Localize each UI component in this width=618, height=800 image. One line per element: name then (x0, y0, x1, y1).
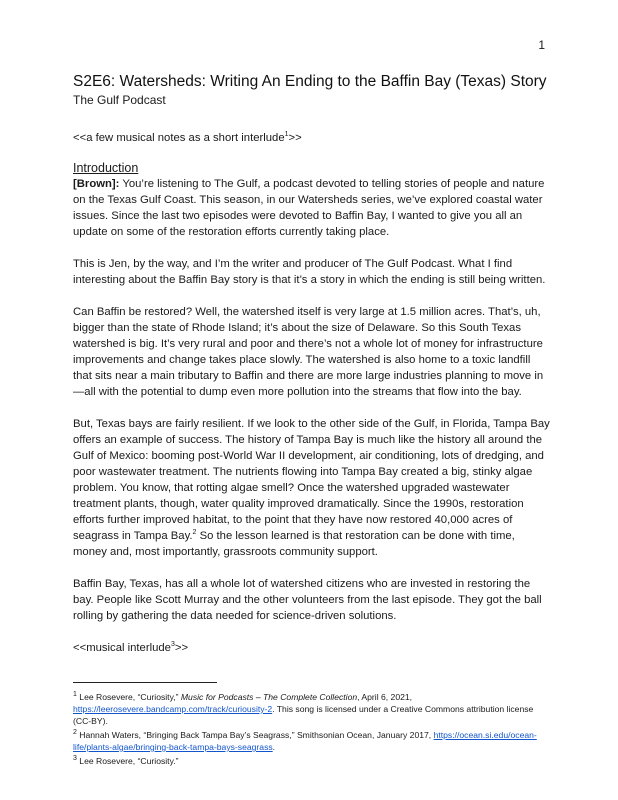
paragraph-1-text: You’re listening to The Gulf, a podcast devoted to telling stories of people and nature on the Texas Gulf Coast. This season, in our Watersheds series, we’ve explored coastal water issues. Since the last two episodes were devoted to Baffin Bay, I wanted to give you all an update on some of the restoration efforts currently taking place. (73, 178, 545, 238)
interlude-close: >> (288, 132, 302, 144)
paragraph-4 (73, 416, 551, 560)
footnote-3 (73, 755, 551, 767)
footnote-text: Lee Rosevere, “Curiosity,” (76, 692, 181, 702)
footnote-number: 2 (73, 729, 77, 737)
footnote-link-1[interactable]: https://leerosevere.bandcamp.com/track/curiousity-2 (73, 704, 273, 714)
speaker-label: [Brown]: (73, 178, 120, 190)
footnote-text: , April 6, 2021, (357, 692, 413, 702)
footnote-2 (73, 729, 551, 753)
footnote-italic-title: Music for Podcasts – The Complete Collection (180, 692, 358, 702)
footnote-link-2[interactable]: https://ocean.si.edu/ocean-life/plants-algae/bringing-back-tampa-bays-seagrass (73, 730, 537, 752)
paragraph-3: Can Baffin be restored? Well, the watershed itself is very large at 1.5 million acres. That’s, uh, bigger than the state of Rhode Island; it’s about the size of Delaware. So this South Texas watershed is big. It’s very rural and poor and there’s not a whole lot of money for infrastructure improvements and change takes place slowly. The watershed is also home to a toxic landfill that sits near a main tributary to Baffin and there are more large industries planning to move in—all with the potential to dump even more pollution into the streams that flow into the bay. (73, 306, 544, 398)
footnote-number: 1 (73, 691, 77, 699)
footnotes (73, 691, 551, 767)
document-subtitle: The Gulf Podcast (73, 93, 166, 107)
footnote-ref-2[interactable]: 2 (192, 529, 197, 537)
interlude-text: <<musical interlude (73, 642, 171, 654)
page-number: 1 (538, 38, 545, 52)
paragraph-5: Baffin Bay, Texas, has all a whole lot of watershed citizens who are invested in restoring the bay. People like Scott Murray and the other volunteers from the last episode. They got the ball rolling by gathering the data needed for science-driven solutions. (73, 578, 542, 622)
footnote-1 (73, 691, 551, 727)
paragraph-1 (73, 176, 551, 240)
interlude-note-1 (73, 130, 551, 146)
paragraph-2: This is Jen, by the way, and I’m the writer and producer of The Gulf Podcast. What I find interesting about the Baffin Bay story is that it’s a story in which the ending is still being written. (73, 258, 546, 286)
footnote-separator (73, 682, 217, 683)
footnote-ref-3[interactable]: 3 (170, 641, 175, 649)
interlude-text: <<a few musical notes as a short interlude (73, 132, 285, 144)
footnote-text: Hannah Waters, “Bringing Back Tampa Bay’s Seagrass,” Smithsonian Ocean, January 2017, (76, 730, 434, 740)
interlude-note-2 (73, 640, 551, 656)
footnote-number: 3 (73, 755, 77, 763)
paragraph-4-text-a: But, Texas bays are fairly resilient. If we look to the other side of the Gulf, in Florida, Tampa Bay offers an example of success. The history of Tampa Bay is much like the history all around the Gulf of Mexico: booming post-World War II development, air conditioning, lots of dredging, and poor wastewater treatment. The nutrients flowing into Tampa Bay created a big, stinky algae problem. You know, that rotting algae smell? Once the watershed upgraded wastewater treatment plants, though, water quality improved dramatically. Since the 1990s, restoration efforts further improved habitat, to the point that they have now restored 40,000 acres of seagrass in Tampa Bay. (73, 418, 550, 542)
interlude-close: >> (174, 642, 189, 654)
document-body (73, 72, 551, 769)
footnote-text: . (272, 742, 276, 752)
section-heading-introduction: Introduction (73, 161, 139, 175)
footnote-text: Lee Rosevere, “Curiosity.” (76, 756, 179, 766)
paragraph-4-text-b: So the lesson learned is that restoration can be done with time, money and, most importantly, grassroots community support. (73, 530, 515, 558)
document-title: S2E6: Watersheds: Writing An Ending to the Baffin Bay (Texas) Story (73, 73, 547, 90)
footnote-text: . This song is licensed under a Creative Commons attribution license (CC-BY). (73, 704, 534, 726)
footnote-ref-1[interactable]: 1 (284, 131, 289, 139)
